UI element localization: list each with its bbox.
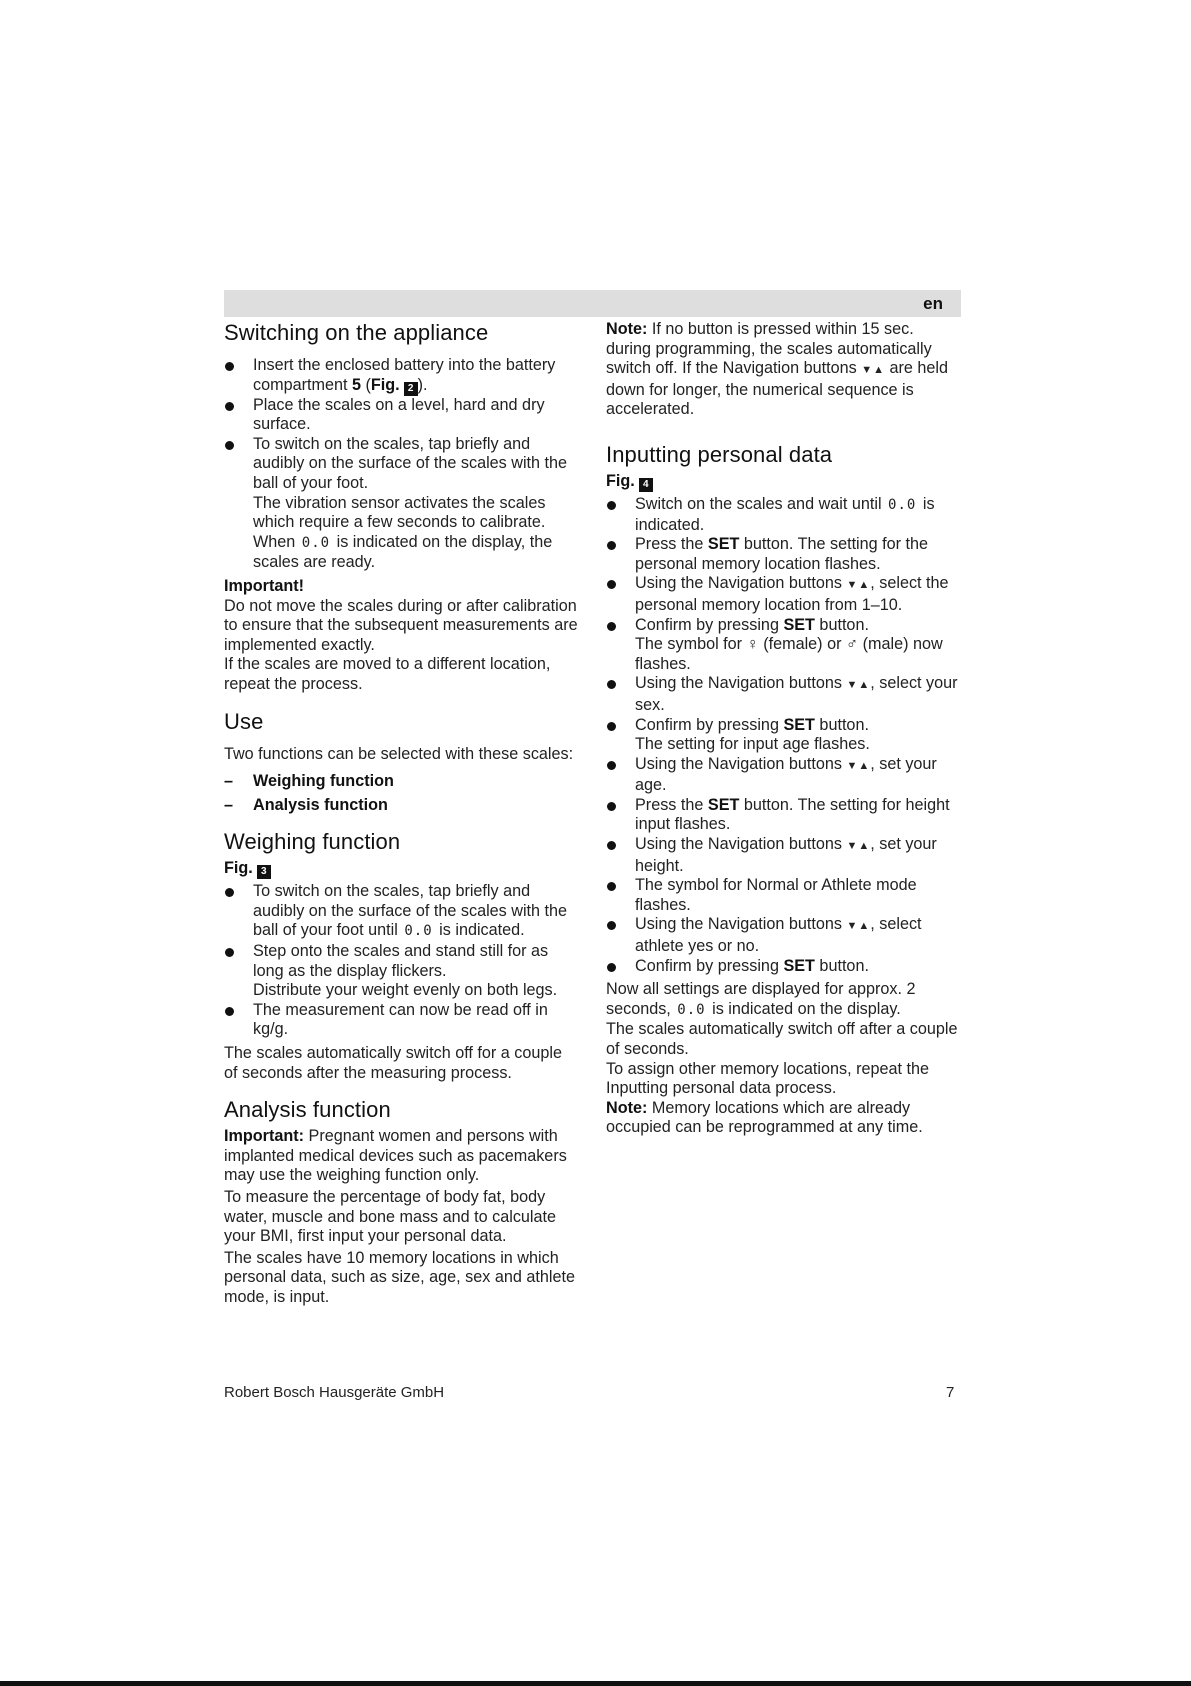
step-text: To switch on the scales, tap briefly and audibly on the surface of the scales with the ball of your foot until (253, 882, 568, 940)
step-text: , select your sex. (635, 674, 958, 714)
step-text: Confirm by pressing (635, 956, 784, 975)
step-text: , select athlete yes or no. (635, 915, 922, 956)
section-title-use: Use (224, 708, 264, 734)
section-title-inputting: Inputting personal data (606, 441, 833, 467)
switching-on-steps (224, 356, 579, 573)
list-item (606, 674, 961, 715)
summary-text: Now all settings are displayed for approx. 2 seconds, (606, 980, 916, 1018)
step-text: button. (814, 615, 869, 634)
language-code: en (923, 294, 943, 313)
note-text: Memory locations which are already occupied can be reprogrammed at any time. (606, 1098, 923, 1137)
list-item (606, 876, 961, 915)
section-title-analysis: Analysis function (224, 1097, 391, 1123)
list-item (606, 616, 961, 675)
repeat-text: To assign other memory locations, repeat the Inputting personal data process. (606, 1059, 930, 1098)
step-text: ( (360, 375, 371, 394)
step-text: button. (814, 715, 869, 734)
male-icon: ♂ (845, 635, 859, 654)
settings-summary (606, 980, 961, 1020)
display-readout: 0.0 (677, 1001, 706, 1018)
important-label: Important: (224, 1127, 305, 1146)
step-text: Using the Navigation buttons (635, 574, 847, 593)
list-item (606, 755, 961, 796)
step-text: To switch on the scales, tap briefly and audibly on the surface of the scales with the ball of your foot. (253, 434, 568, 492)
use-options (224, 772, 579, 815)
header-bar (224, 290, 961, 317)
list-item (224, 942, 579, 1001)
note-label: Note: (606, 1098, 648, 1117)
navigation-arrows-icon: ▼▲ (861, 364, 886, 377)
step-text: Step onto the scales and stand still for as long as the display flickers. (253, 942, 549, 980)
step-text: Place the scales on a level, hard and dry surface. (253, 395, 545, 434)
list-item (606, 574, 961, 615)
important-text-2: If the scales are moved to a different location, repeat the process. (224, 655, 551, 693)
memory-note (606, 1099, 961, 1138)
step-text: Using the Navigation buttons (635, 754, 847, 773)
step-text: Press the (635, 535, 708, 554)
right-column (606, 320, 961, 1138)
step-text: The setting for input age flashes. (635, 735, 870, 754)
step-text: (female) or (758, 635, 846, 654)
inputting-steps (606, 495, 961, 976)
important-label: Important! (224, 576, 305, 595)
step-text: button. (814, 956, 869, 975)
step-text: When (253, 532, 300, 551)
set-button-label: SET (707, 535, 740, 554)
list-item (224, 356, 579, 396)
navigation-arrows-icon: ▼▲ (846, 759, 871, 772)
step-text: Using the Navigation buttons (635, 835, 847, 854)
important-text: Do not move the scales during or after calibration to ensure that the subsequent measurements are implemented exactly. (224, 596, 578, 654)
step-text: The symbol for Normal or Athlete mode flashes. (635, 876, 917, 914)
set-button-label: SET (783, 715, 815, 734)
step-text: Insert the enclosed battery into the battery compartment (253, 356, 556, 394)
navigation-arrows-icon: ▼▲ (846, 920, 871, 933)
step-text: Using the Navigation buttons (635, 915, 847, 934)
step-text: Switch on the scales and wait until (635, 494, 887, 513)
step-text: is indicated. (434, 921, 525, 940)
note-label: Note: (606, 320, 648, 338)
display-readout: 0.0 (301, 534, 331, 551)
programming-note (606, 320, 961, 420)
step-text: button. The setting for height input flashes. (635, 795, 950, 834)
figure-label: Fig. (606, 471, 635, 490)
step-text: The measurement can now be read off in kg/g. (253, 1000, 548, 1039)
auto-off-text: The scales automatically switch off after a couple of seconds. (606, 1020, 958, 1058)
list-item (606, 716, 961, 755)
list-item: – Analysis function (224, 796, 579, 816)
set-button-label: SET (707, 795, 740, 814)
step-text: ). (417, 375, 428, 394)
step-text: , set your height. (635, 835, 937, 875)
display-readout: 0.0 (888, 496, 917, 513)
section-title-weighing: Weighing function (224, 829, 401, 855)
weighing-steps (224, 882, 579, 1040)
note-text: If no button is pressed within 15 sec. during programming, the scales automatically switch off. If the Navigation buttons (606, 320, 932, 378)
female-icon: ♀ (746, 635, 759, 654)
step-text: , select the personal memory location from 1–10. (635, 574, 949, 614)
use-text: Two functions can be selected with these scales: (224, 744, 574, 763)
list-item (606, 915, 961, 956)
important-text: Pregnant women and persons with implanted medical devices such as pacemakers may use the weighing function only. (224, 1127, 567, 1185)
analysis-important (224, 1127, 579, 1186)
step-text: Press the (635, 795, 708, 814)
step-text: The symbol for (635, 635, 747, 654)
figure-reference (606, 472, 961, 492)
page-number: 7 (946, 1384, 955, 1401)
left-column (224, 320, 579, 1308)
summary-text: is indicated on the display. (707, 999, 901, 1018)
list-item (224, 1001, 579, 1040)
figure-reference (224, 859, 579, 879)
navigation-arrows-icon: ▼▲ (846, 840, 871, 853)
navigation-arrows-icon: ▼▲ (846, 679, 871, 692)
step-text: button. The setting for the personal memory location flashes. (635, 535, 929, 573)
step-text: Confirm by pressing (635, 715, 784, 734)
analysis-paragraph: The scales have 10 memory locations in which personal data, such as size, age, sex and athlete mode, is input. (224, 1248, 575, 1306)
list-item (606, 535, 961, 574)
figure-number-badge: 4 (639, 478, 653, 492)
list-item (224, 396, 579, 435)
part-number: 5 (351, 375, 361, 394)
step-text: Distribute your weight evenly on both legs. (253, 981, 558, 1000)
step-text: Confirm by pressing (635, 615, 784, 634)
bottom-border (0, 1681, 1191, 1686)
display-readout: 0.0 (404, 923, 433, 940)
footer-company: Robert Bosch Hausgeräte GmbH (224, 1384, 445, 1401)
section-title-switching-on: Switching on the appliance (224, 320, 489, 345)
step-text: Using the Navigation buttons (635, 674, 847, 693)
navigation-arrows-icon: ▼▲ (846, 579, 871, 592)
list-item: – Weighing function (224, 772, 579, 792)
step-text: The vibration sensor activates the scales which require a few seconds to calibrate. (253, 493, 546, 532)
weighing-after-text: The scales automatically switch off for a couple of seconds after the measuring process. (224, 1044, 563, 1082)
set-button-label: SET (783, 956, 815, 975)
list-item (224, 882, 579, 942)
figure-label: Fig. (370, 375, 400, 394)
figure-number-badge: 3 (257, 865, 271, 879)
set-button-label: SET (783, 615, 815, 634)
note-text: are held down for longer, the numerical sequence is accelerated. (606, 359, 949, 419)
list-item (224, 435, 579, 573)
figure-label: Fig. (224, 859, 253, 878)
figure-number-badge: 2 (404, 382, 418, 396)
step-text: is indicated. (635, 494, 935, 534)
step-text: is indicated on the display, the scales are ready. (253, 532, 553, 572)
list-item (606, 835, 961, 876)
list-item (606, 495, 961, 535)
analysis-paragraph: To measure the percentage of body fat, body water, muscle and bone mass and to calculate your BMI, first input your personal data. (224, 1188, 557, 1246)
list-item (606, 796, 961, 835)
list-item (606, 957, 961, 977)
step-text: , set your age. (635, 754, 937, 795)
step-text: (male) now flashes. (635, 635, 943, 673)
